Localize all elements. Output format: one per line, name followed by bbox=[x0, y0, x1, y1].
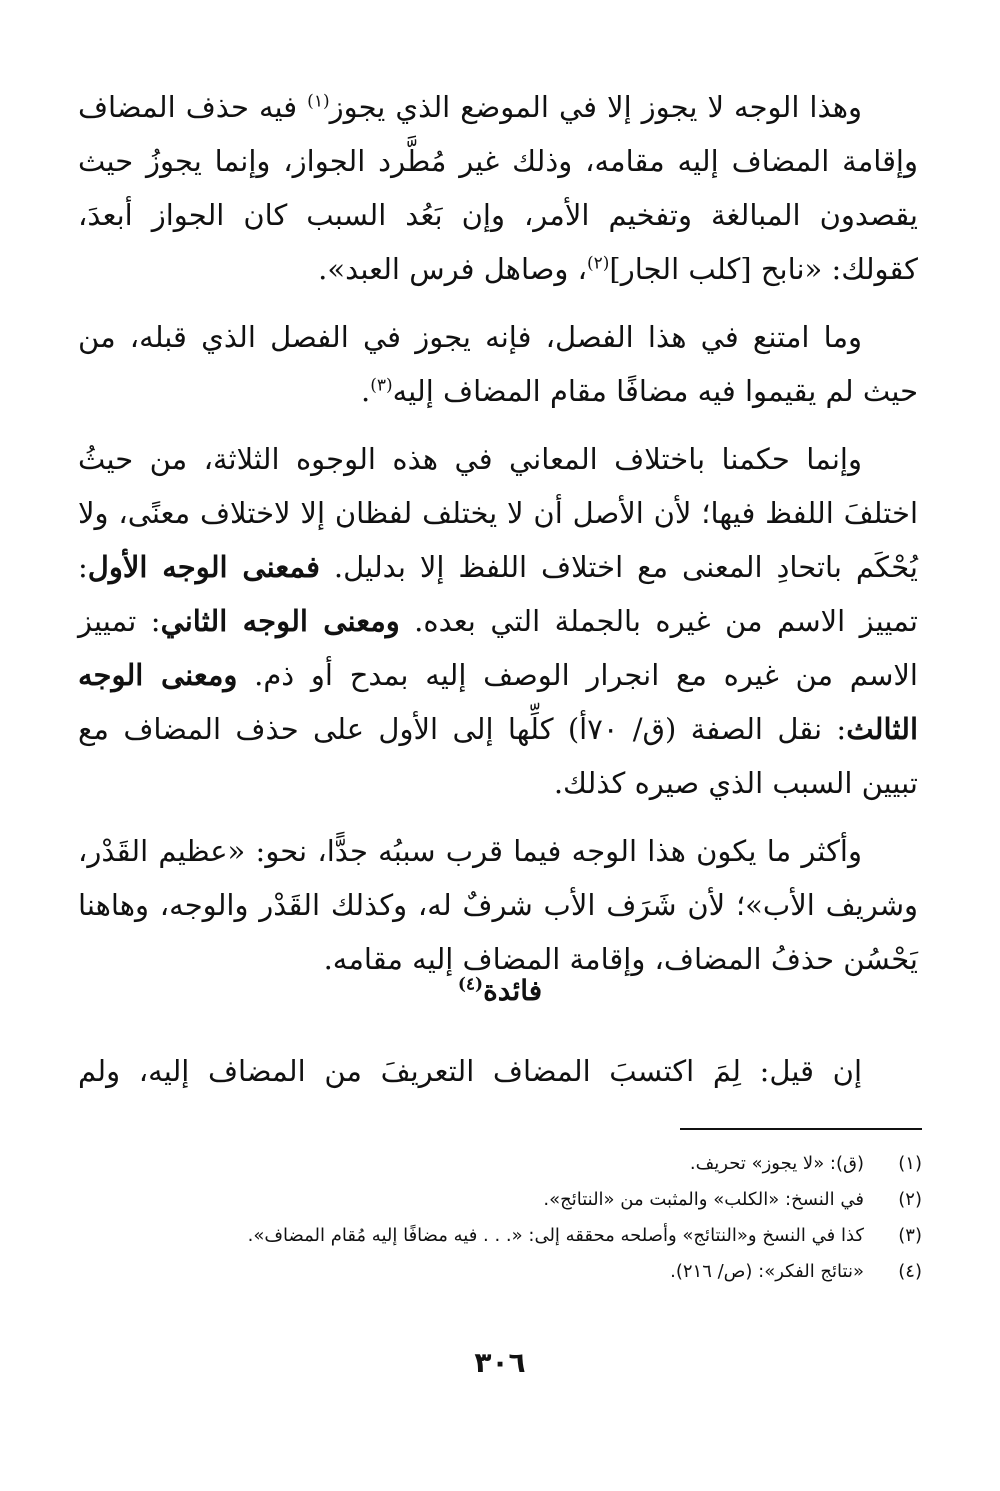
footnote-item bbox=[78, 1254, 922, 1290]
bold-term-third-aspect: ومعنى الوجه الثالث bbox=[78, 658, 918, 746]
paragraph-4 bbox=[78, 824, 918, 986]
footnote-item bbox=[78, 1146, 922, 1182]
text-segment: : نقل الصفة (ق/ ٧٠أ) كلِّها إلى الأول على حذف المضاف مع تبيين السبب الذي صيره كذلك. bbox=[78, 712, 918, 800]
text-segment: : تمييز الاسم من غيره بالجملة التي بعده. bbox=[78, 550, 918, 638]
footnote-number: (١) bbox=[898, 1153, 922, 1174]
footnote-text: في النسخ: «الكلب» والمثبت من «النتائج». bbox=[543, 1189, 864, 1210]
heading-title: فائدة bbox=[483, 974, 543, 1007]
footnote-text: «نتائج الفكر»: (ص/ ٢١٦). bbox=[670, 1261, 864, 1282]
text-segment: : تمييز الاسم من غيره مع انجرار الوصف إليه بمدح أو ذم. bbox=[78, 604, 918, 692]
paragraph-1 bbox=[78, 80, 918, 296]
footnote-separator bbox=[680, 1128, 922, 1130]
footnote-item bbox=[78, 1218, 922, 1254]
footnote-text: (ق): «لا يجوز» تحريف. bbox=[689, 1153, 864, 1174]
continuation-line: إن قيل: لِمَ اكتسبَ المضاف التعريفَ من المضاف إليه، ولم bbox=[78, 1054, 862, 1088]
footnote-number: (٢) bbox=[898, 1189, 922, 1210]
text-segment: فيه حذف المضاف وإقامة المضاف إليه مقامه، وذلك غير مُطَّرد الجواز، وإنما يجوزُ حيث يقصدون المبالغة وتفخيم الأمر، وإن بَعُد السبب كان الجواز أبعدَ، كقولك: «نابح [كلب الجار] bbox=[78, 90, 918, 286]
footnote-text: كذا في النسخ و«النتائج» وأصلحه محققه إلى: «. . . فيه مضافًا إليه مُقام المضاف». bbox=[247, 1225, 864, 1246]
footnote-item bbox=[78, 1182, 922, 1218]
footnotes-block bbox=[78, 1146, 922, 1290]
footnote-number: (٣) bbox=[898, 1225, 922, 1246]
text-segment: وإنما حكمنا باختلاف المعاني في هذه الوجوه الثلاثة، من حيثُ اختلفَ اللفظ فيها؛ لأن الأصل أن لا يختلف لفظان إلا لاختلاف معنًى، ولا يُحْكَم باتحادِ المعنى مع اختلاف اللفظ إلا بدليل. bbox=[78, 442, 918, 584]
footnote-ref-1[interactable]: (١) bbox=[307, 91, 330, 112]
bold-term-second-aspect: ومعنى الوجه الثاني bbox=[160, 604, 400, 638]
text-segment: وما امتنع في هذا الفصل، فإنه يجوز في الفصل الذي قبله، من حيث لم يقيموا فيه مضافًا مقام المضاف إليه bbox=[78, 320, 918, 408]
footnote-ref-4[interactable]: (٤) bbox=[457, 974, 484, 995]
paragraph-3 bbox=[78, 432, 918, 810]
main-text-block bbox=[78, 80, 918, 1000]
paragraph-2 bbox=[78, 310, 918, 418]
bold-term-first-aspect: فمعنى الوجه الأول bbox=[87, 550, 320, 584]
text-segment: ، وصاهل فرس العبد». bbox=[318, 252, 587, 286]
footnote-number: (٤) bbox=[898, 1261, 922, 1282]
footnote-ref-2[interactable]: (٢) bbox=[587, 253, 610, 274]
page-number: ٣٠٦ bbox=[474, 1346, 526, 1379]
footnote-ref-3[interactable]: (٣) bbox=[370, 375, 393, 396]
text-segment: وأكثر ما يكون هذا الوجه فيما قرب سببُه جدًّا، نحو: «عظيم القَدْر، وشريف الأب»؛ لأن شَرَف الأب شرفٌ له، وكذلك القَدْر والوجه، وهاهنا يَحْسُن حذفُ المضاف، وإقامة المضاف إليه مقامه. bbox=[78, 834, 918, 976]
section-heading bbox=[0, 974, 1000, 1007]
text-segment: وهذا الوجه لا يجوز إلا في الموضع الذي يجوز bbox=[329, 90, 862, 124]
text-segment: . bbox=[360, 374, 371, 408]
